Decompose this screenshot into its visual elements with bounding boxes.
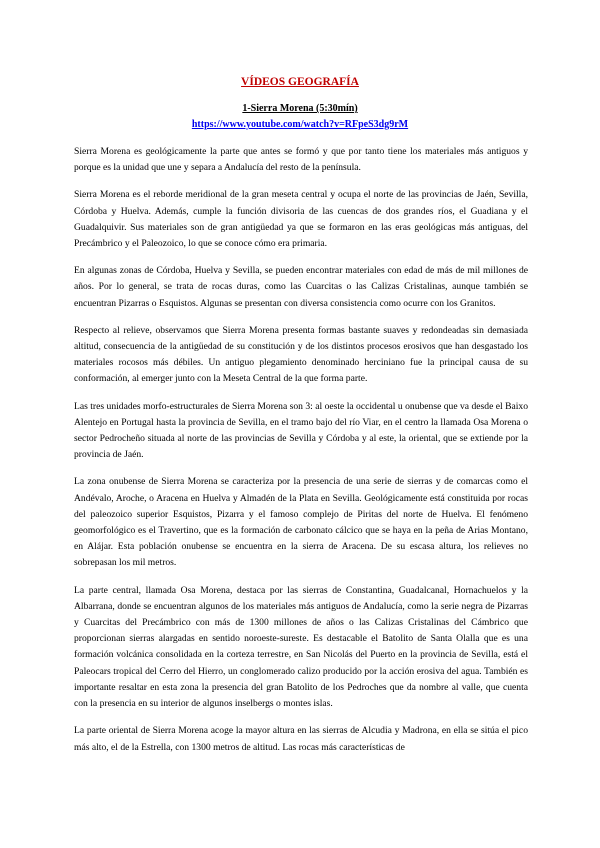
video-link[interactable]: https://www.youtube.com/watch?v=RFpeS3dg9rM <box>191 119 409 130</box>
paragraph-4: Respecto al relieve, observamos que Sierra Morena presenta formas bastante suaves y redondeadas sin demasiada altitud, consecuencia de la antigüedad de su constitución y de los distintos procesos erosivos que han desgastado los materiales rocosos más débiles. Un antiguo plegamiento denominado herciniano fue la principal causa de su conformación, al emerger junto con la Meseta Central de la que forma parte. <box>74 324 528 385</box>
document-body <box>74 144 528 767</box>
paragraph-5: Las tres unidades morfo-estructurales de Sierra Morena son 3: al oeste la occidental u onubense que va desde el Baixo Alentejo en Portugal hasta la provincia de Sevilla, en el tramo bajo del río Viar, en el centro la llamada Osa Morena o sector Pedrocheño situada al norte de las provincias de Sevilla y Córdoba y al este, la oriental, que se extiende por la provincia de Jaén. <box>74 400 528 461</box>
paragraph-6: La zona onubense de Sierra Morena se caracteriza por la presencia de una serie de sierras y de comarcas como el Andévalo, Aroche, o Aracena en Huelva y Almadén de la Plata en Sevilla. Geológicamente está constituida por rocas del paleozoico superior Esquistos, Pizarra y el famoso complejo de Piritas del norte de Huelva. El fenómeno geomorfológico es el Travertino, que es la formación de carbonato cálcico que se haya en la peña de Arias Montano, en Alájar. Esta población onubense se encuentra en la sierra de Aracena. De su escasa altura, los relieves no sobrepasan los mil metros. <box>74 476 528 569</box>
paragraph-3: En algunas zonas de Córdoba, Huelva y Sevilla, se pueden encontrar materiales con edad de más de mil millones de años. Por lo general, se trata de rocas duras, como las Cuarcitas o las Calizas Cristalinas, aunque también se encuentran Pizarras o Esquistos. Algunas se presentan con diversa consistencia como ocurre con los Granitos. <box>74 265 528 309</box>
paragraph-1: Sierra Morena es geológicamente la parte que antes se formó y que por tanto tiene los materiales más antiguos y porque es la unidad que une y separa a Andalucía del resto de la península. <box>74 146 528 174</box>
paragraph-8: La parte oriental de Sierra Morena acoge la mayor altura en las sierras de Alcudia y Madrona, en ella se sitúa el pico más alto, el de la Estrella, con 1300 metros de altitud. Las rocas más características de <box>74 725 528 753</box>
document-title: VÍDEOS GEOGRAFÍA <box>241 76 359 88</box>
section-title: 1-Sierra Morena (5:30mín) <box>242 103 358 114</box>
paragraph-7: La parte central, llamada Osa Morena, destaca por las sierras de Constantina, Guadalcanal, Hornachuelos y la Albarrana, donde se encuentran algunos de los materiales más antiguos de Andalucía, como la serie negra de Pizarras y Cuarcitas del Precámbrico con más de 1300 millones de años o las Calizas Cristalinas del Cámbrico que proporcionan sierras alargadas en sentido noroeste-sureste. Es destacable el Batolito de Santa Olalla que es una formación volcánica consolidada en la corteza terrestre, en San Nicolás del Puerto en la provincia de Sevilla, está el Paleocars tropical del Cerro del Hierro, un conglomerado calizo producido por la acción erosiva del agua. También es importante resaltar en esta zona la presencia del gran Batolito de los Pedroches que da nombre al valle, que cuenta con la presencia en su interior de algunos inselbergs o montes islas. <box>74 584 528 710</box>
paragraph-2: Sierra Morena es el reborde meridional de la gran meseta central y ocupa el norte de las provincias de Jaén, Sevilla, Córdoba y Huelva. Además, cumple la función divisoria de las cuencas de dos grandes ríos, el Guadiana y el Guadalquivir. Sus materiales son de gran antigüedad ya que se formaron en las eras geológicas más antiguas, del Precámbrico y el Paleozoico, lo que se conoce cómo era primaria. <box>74 189 528 250</box>
